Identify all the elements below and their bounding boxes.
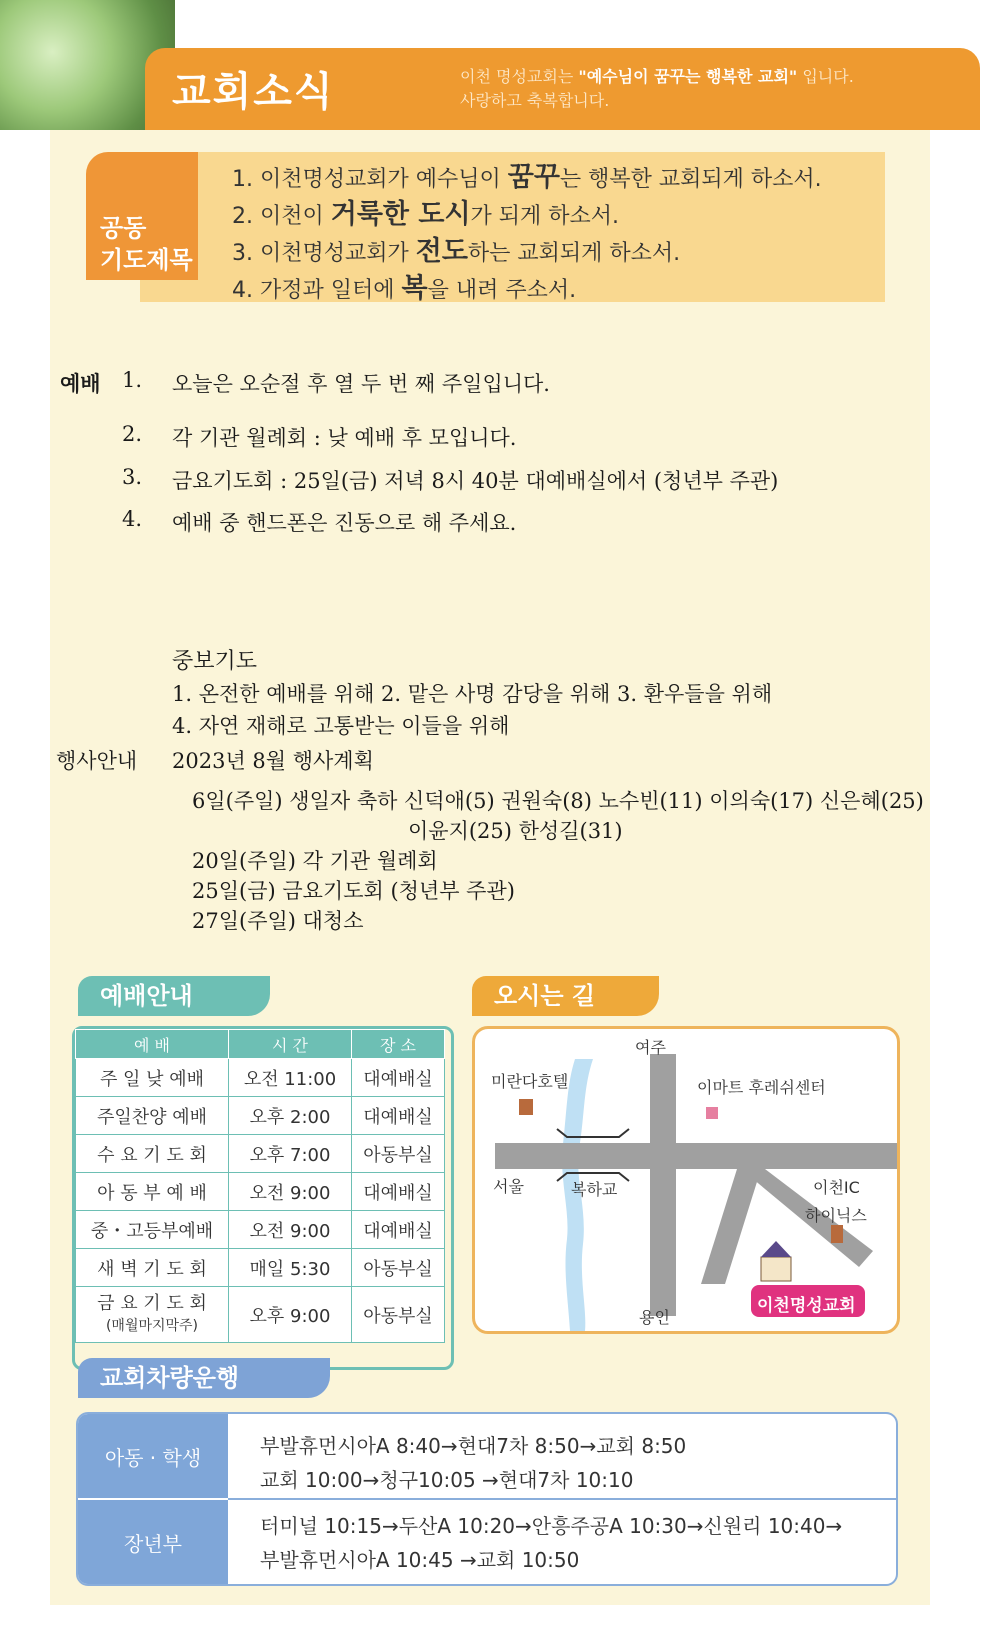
service-time: 오전 9:00	[229, 1211, 352, 1249]
intercession-title: 중보기도	[172, 649, 258, 674]
subtitle-pre: 이천 명성교회는	[460, 67, 579, 86]
shuttle-route-line: 부발휴먼시아A 10:45 →교회 10:50	[260, 1548, 580, 1572]
table-row	[76, 1059, 445, 1097]
service-name: 새 벽 기 도 회	[76, 1249, 229, 1287]
church-building-icon	[761, 1257, 791, 1281]
intercession-line2: 4. 자연 재해로 고통받는 이들을 위해	[172, 714, 510, 738]
prayer-item-text: 2. 이천이	[232, 204, 331, 229]
service-name: 수 요 기 도 회	[76, 1135, 229, 1173]
intercession-line1: 1. 온전한 예배를 위해 2. 맡은 사명 감당을 위해 3. 환우들을 위해	[172, 682, 773, 706]
shuttle-divider	[228, 1498, 896, 1500]
table-row	[76, 1173, 445, 1211]
map-label-west: 서울	[493, 1177, 524, 1196]
service-name: 주 일 낮 예배	[76, 1059, 229, 1097]
column-header: 예 배	[76, 1030, 229, 1059]
service-place: 대예배실	[352, 1173, 445, 1211]
prayer-tag-line2: 기도제목	[100, 246, 193, 274]
road-to-church	[701, 1169, 761, 1284]
prayer-item	[232, 234, 822, 271]
header-subtitle	[460, 65, 854, 113]
prayer-item-text: 는 행복한 교회되게 하소서.	[559, 167, 822, 192]
subtitle-line2: 사랑하고 축복합니다.	[460, 91, 610, 110]
prayer-item-emphasis: 복	[401, 273, 428, 304]
prayer-list	[232, 160, 822, 308]
prayer-item-emphasis: 전도	[415, 236, 468, 267]
shuttle-route-line: 부발휴먼시아A 8:40→현대7차 8:50→교회 8:50	[260, 1434, 687, 1458]
prayer-item-text: 1. 이천명성교회가 예수님이	[232, 167, 508, 192]
shuttle-tab: 교회차량운행	[78, 1358, 330, 1398]
prayer-tag-line1: 공동	[100, 214, 147, 242]
prayer-tag	[86, 152, 198, 280]
table-row	[76, 1135, 445, 1173]
birthday-line2: 이윤지(25) 한성길(31)	[408, 819, 623, 843]
prayer-item-text: 가 되게 하소서.	[470, 204, 620, 229]
event-item: 20일(주일) 각 기관 월례회	[192, 849, 438, 873]
service-time: 오후 2:00	[229, 1097, 352, 1135]
prayer-item	[232, 271, 822, 308]
worship-item-number: 4.	[122, 507, 143, 531]
event-item: 25일(금) 금요기도회 (청년부 주관)	[192, 879, 515, 903]
map-label-bridge: 복하교	[571, 1180, 618, 1199]
prayer-item	[232, 160, 822, 197]
prayer-item-emphasis: 거룩한 도시	[330, 199, 471, 230]
road-east-west	[495, 1143, 897, 1169]
worship-item-text: 금요기도회 : 25일(금) 저녁 8시 40분 대예배실에서 (청년부 주관)	[172, 469, 779, 493]
map-label-hotel: 미란다호텔	[491, 1072, 569, 1091]
map-label-emart: 이마트 후레쉬센터	[697, 1078, 826, 1097]
prayer-item-text: 3. 이천명성교회가	[232, 241, 416, 266]
shuttle-route-line: 교회 10:00→청구10:05 →현대7차 10:10	[260, 1468, 634, 1492]
service-time: 오전 11:00	[229, 1059, 352, 1097]
map-label-ic: 이천IC	[813, 1178, 860, 1197]
worship-label: 예배	[60, 371, 101, 396]
service-place: 아동부실	[352, 1287, 445, 1343]
service-place: 아동부실	[352, 1135, 445, 1173]
prayer-item	[232, 197, 822, 234]
hynix-icon	[831, 1225, 843, 1243]
table-row	[76, 1287, 445, 1343]
events-label: 행사안내	[56, 749, 138, 773]
column-header: 시 간	[229, 1030, 352, 1059]
service-place: 아동부실	[352, 1249, 445, 1287]
road-north-south	[650, 1054, 676, 1316]
map-label-north: 여주	[635, 1038, 666, 1057]
table-row	[76, 1097, 445, 1135]
worship-item-number: 1.	[122, 368, 143, 392]
worship-item-text: 각 기관 월례회 : 낮 예배 후 모입니다.	[172, 426, 517, 450]
prayer-item-text: 4. 가정과 일터에	[232, 278, 402, 303]
column-header: 장 소	[352, 1030, 445, 1059]
service-place: 대예배실	[352, 1211, 445, 1249]
service-guide-tab: 예배안내	[78, 976, 270, 1016]
map-label-hynix: 하이닉스	[805, 1206, 867, 1225]
service-time: 매일 5:30	[229, 1249, 352, 1287]
table-row	[76, 1211, 445, 1249]
emart-icon	[706, 1107, 718, 1119]
worship-item-number: 3.	[122, 465, 143, 489]
service-name	[76, 1287, 229, 1343]
subtitle-post: 입니다.	[797, 67, 854, 86]
service-name-main: 금 요 기 도 회	[97, 1292, 207, 1314]
subtitle-emphasis: "예수님이 꿈꾸는 행복한 교회"	[578, 67, 798, 86]
table-row	[76, 1249, 445, 1287]
service-time: 오후 7:00	[229, 1135, 352, 1173]
events-heading: 2023년 8월 행사계획	[172, 749, 374, 773]
hotel-icon	[519, 1099, 533, 1115]
service-name: 아 동 부 예 배	[76, 1173, 229, 1211]
service-name: 중・고등부예배	[76, 1211, 229, 1249]
service-place: 대예배실	[352, 1059, 445, 1097]
event-item: 27일(주일) 대청소	[192, 909, 364, 933]
worship-item-text: 예배 중 핸드폰은 진동으로 해 주세요.	[172, 511, 517, 535]
prayer-item-text: 을 내려 주소서.	[427, 278, 577, 303]
service-table	[75, 1029, 445, 1343]
birthday-line1: 6일(주일) 생일자 축하 신덕애(5) 권원숙(8) 노수빈(11) 이의숙(17) 신은혜(25)	[192, 789, 924, 813]
page-title: 교회소식	[172, 69, 335, 115]
worship-item-text: 오늘은 오순절 후 열 두 번 째 주일입니다.	[172, 372, 550, 396]
service-name: 주일찬양 예배	[76, 1097, 229, 1135]
map-label-south: 용인	[639, 1308, 670, 1327]
service-name-note: (매월마지막주)	[105, 1317, 199, 1334]
service-time: 오전 9:00	[229, 1173, 352, 1211]
map-label-church: 이천명성교회	[757, 1296, 856, 1316]
shuttle-table	[76, 1412, 898, 1586]
prayer-item-emphasis: 꿈꾸	[507, 162, 560, 193]
church-roof-icon	[761, 1241, 791, 1257]
shuttle-row-label: 아동 · 학생	[78, 1414, 228, 1500]
prayer-item-text: 하는 교회되게 하소서.	[467, 241, 681, 266]
shuttle-route-line: 터미널 10:15→두산A 10:20→안흥주공A 10:30→신원리 10:40→	[260, 1514, 843, 1538]
service-time: 오후 9:00	[229, 1287, 352, 1343]
directions-tab: 오시는 길	[472, 976, 659, 1016]
service-place: 대예배실	[352, 1097, 445, 1135]
table-header-row	[76, 1030, 445, 1059]
shuttle-row-label: 장년부	[78, 1500, 228, 1584]
directions-map	[472, 1026, 900, 1334]
worship-item-number: 2.	[122, 422, 143, 446]
